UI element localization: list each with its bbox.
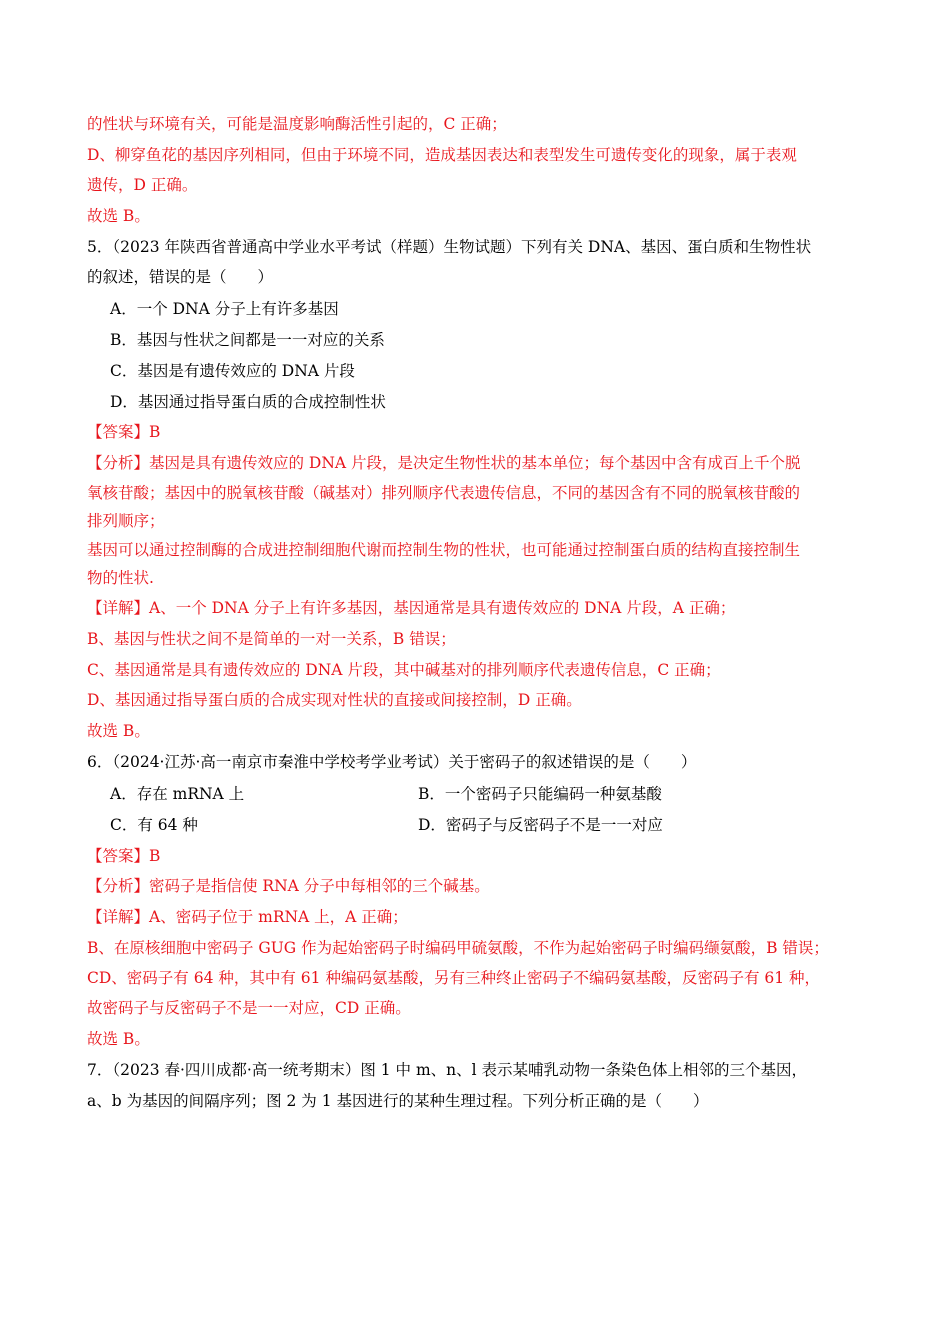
q5-detail-line-4: D、基因通过指导蛋白质的合成实现对性状的直接或间接控制，D 正确。 — [87, 691, 582, 709]
q5-option-a: A．一个 DNA 分子上有许多基因 — [110, 300, 339, 318]
q6-answer: 【答案】B — [87, 847, 161, 865]
q5-detail-line-3: C、基因通常是具有遗传效应的 DNA 片段，其中碱基对的排列顺序代表遗传信息，C 正确； — [87, 661, 721, 679]
q5-analysis-line-2: 氧核苷酸；基因中的脱氧核苷酸（碱基对）排列顺序代表遗传信息，不同的基因含有不同的脱氧核苷酸的 — [87, 484, 801, 502]
q5-analysis-line-1: 【分析】基因是具有遗传效应的 DNA 片段，是决定生物性状的基本单位；每个基因中含有成百上千个脱 — [87, 454, 801, 472]
q6-detail-line-4: 故密码子与反密码子不是一一对应，CD 正确。 — [87, 999, 411, 1017]
q6-option-d: D．密码子与反密码子不是一一对应 — [418, 816, 663, 834]
q5-detail-line-1: 【详解】A、一个 DNA 分子上有许多基因，基因通常是具有遗传效应的 DNA 片段，A 正确； — [87, 599, 736, 617]
q5-option-c: C．基因是有遗传效应的 DNA 片段 — [110, 362, 355, 380]
q5-option-d: D．基因通过指导蛋白质的合成控制性状 — [110, 393, 386, 411]
q6-stem: 6．（2024·江苏·高一南京市秦淮中学校考学业考试）关于密码子的叙述错误的是（ ） — [87, 753, 697, 771]
q7-stem-line-2: a、b 为基因的间隔序列；图 2 为 1 基因进行的某种生理过程。下列分析正确的是（ ） — [87, 1092, 709, 1110]
q6-detail-line-3: CD、密码子有 64 种，其中有 61 种编码氨基酸，另有三种终止密码子不编码氨基酸，反密码子有 61 种， — [87, 969, 821, 987]
q6-detail-line-1: 【详解】A、密码子位于 mRNA 上，A 正确； — [87, 908, 408, 926]
q6-option-b: B．一个密码子只能编码一种氨基酸 — [418, 785, 662, 803]
q6-option-a: A．存在 mRNA 上 — [110, 785, 245, 803]
q5-stem-line-1: 5．（2023 年陕西省普通高中学业水平考试（样题）生物试题）下列有关 DNA、基因、蛋白质和生物性状 — [87, 238, 812, 256]
q5-analysis-line-3: 排列顺序； — [87, 512, 165, 530]
q4-detail-line-3: 遗传，D 正确。 — [87, 176, 198, 194]
q4-detail-line-1: 的性状与环境有关，可能是温度影响酶活性引起的，C 正确； — [87, 115, 507, 133]
q5-answer: 【答案】B — [87, 423, 161, 441]
q4-detail-line-2: D、柳穿鱼花的基因序列相同，但由于环境不同，造成基因表达和表型发生可遗传变化的现象，属于表观 — [87, 146, 797, 164]
q6-choice: 故选 B。 — [87, 1030, 150, 1048]
q7-stem-line-1: 7．（2023 春·四川成都·高一统考期末）图 1 中 m、n、l 表示某哺乳动物一条染色体上相邻的三个基因， — [87, 1061, 808, 1079]
q6-option-c: C．有 64 种 — [110, 816, 198, 834]
q6-analysis: 【分析】密码子是指信使 RNA 分子中每相邻的三个碱基。 — [87, 877, 490, 895]
q5-choice: 故选 B。 — [87, 722, 150, 740]
q4-choice: 故选 B。 — [87, 207, 150, 225]
q5-analysis-line-4: 基因可以通过控制酶的合成进控制细胞代谢而控制生物的性状，也可能通过控制蛋白质的结构直接控制生 — [87, 541, 801, 559]
q5-option-b: B．基因与性状之间都是一一对应的关系 — [110, 331, 385, 349]
q5-analysis-line-5: 物的性状. — [87, 569, 154, 587]
q5-detail-line-2: B、基因与性状之间不是简单的一对一关系，B 错误； — [87, 630, 456, 648]
q5-stem-line-2: 的叙述，错误的是（ ） — [87, 268, 274, 286]
q6-detail-line-2: B、在原核细胞中密码子 GUG 作为起始密码子时编码甲硫氨酸，不作为起始密码子时编码缬氨酸，B 错误； — [87, 939, 829, 957]
